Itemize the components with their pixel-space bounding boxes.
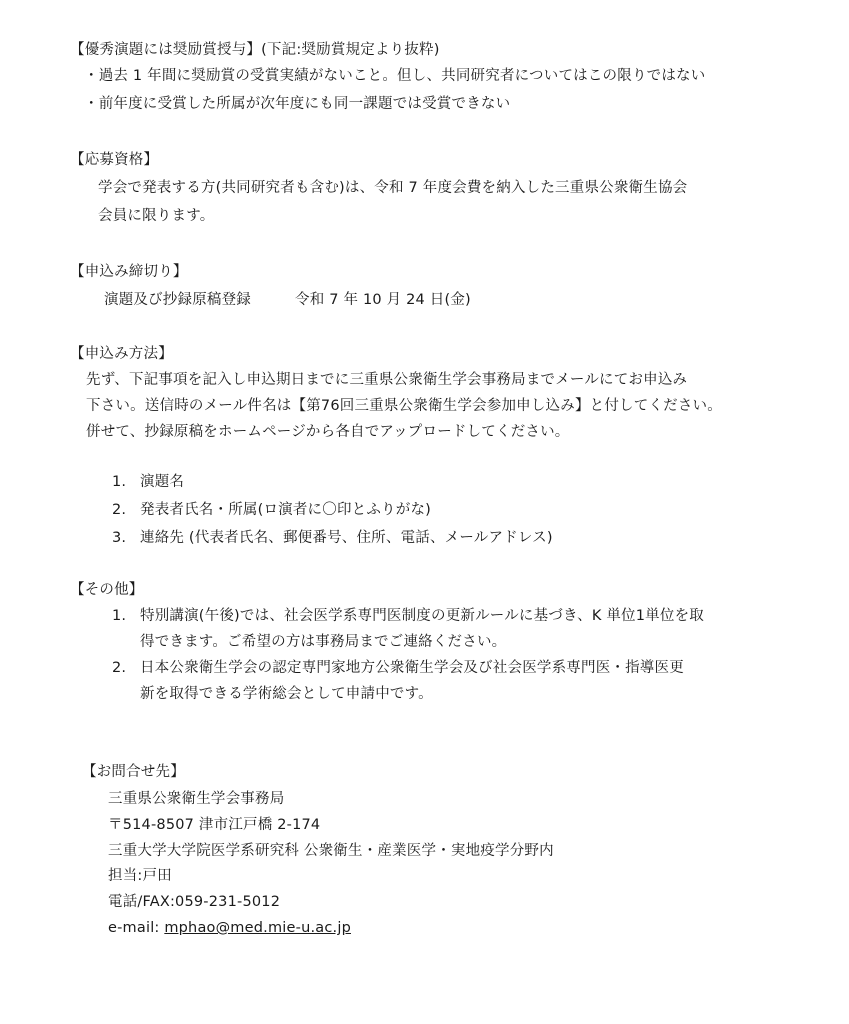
contact-dept: 三重大学大学院医学系研究科 公衆衛生・産業医学・実地疫学分野内 [108,843,554,859]
award-heading: 【優秀演題には奨励賞授与】(下記:奨励賞規定より抜粋) [70,42,440,58]
eligibility-line-1: 学会で発表する方(共同研究者も含む)は、令和 7 年度会費を納入した三重県公衆衛生協会 [98,180,688,196]
award-item-2: ・前年度に受賞した所属が次年度にも同一課題では受賞できない [84,96,511,112]
other-item-2: 2. 日本公衆衛生学会の認定専門家地方公衆衛生学会及び社会医学系専門医・指導医更 [112,660,684,676]
other-item-2-cont: 新を取得できる学術総会として申請中です。 [140,686,433,702]
method-line-3: 併せて、抄録原稿をホームページから各自でアップロードしてください。 [86,424,570,440]
contact-email-row [108,918,351,938]
award-item-1: ・過去 1 年間に奨励賞の受賞実績がないこと。但し、共同研究者についてはこの限りではない [84,68,706,84]
eligibility-heading: 【応募資格】 [70,152,159,168]
email-link[interactable]: mphao@med.mie-u.ac.jp [164,920,351,936]
contact-person: 担当:戸田 [108,868,172,884]
contact-phone: 電話/FAX:059-231-5012 [108,894,281,910]
contact-org: 三重県公衆衛生学会事務局 [108,791,285,807]
deadline-label: 演題及び抄録原稿登録 [104,292,251,308]
contact-address: 〒514-8507 津市江戸橋 2-174 [108,817,321,833]
deadline-row [104,290,471,310]
deadline-heading: 【申込み締切り】 [70,264,188,280]
deadline-date: 令和 7 年 10 月 24 日(金) [295,292,471,308]
method-item-2: 2. 発表者氏名・所属(ロ演者に〇印とふりがな) [112,502,432,518]
method-line-1: 先ず、下記事項を記入し申込期日までに三重県公衆衛生学会事務局までメールにてお申込み [86,372,688,388]
other-heading: 【その他】 [70,582,144,598]
eligibility-line-2: 会員に限ります。 [98,208,215,224]
contact-heading: 【お問合せ先】 [82,764,185,780]
other-item-1: 1. 特別講演(午後)では、社会医学系専門医制度の更新ルールに基づき、K 単位1単位を取 [112,608,704,624]
method-line-2: 下さい。送信時のメール件名は【第76回三重県公衆衛生学会参加申し込み】と付してください。 [86,398,722,414]
other-item-1-cont: 得できます。ご希望の方は事務局までご連絡ください。 [140,634,507,650]
email-label: e-mail: [108,920,165,936]
method-item-3: 3. 連絡先 (代表者氏名、郵便番号、住所、電話、メールアドレス) [112,530,553,546]
method-heading: 【申込み方法】 [70,346,173,362]
method-item-1: 1. 演題名 [112,474,185,490]
